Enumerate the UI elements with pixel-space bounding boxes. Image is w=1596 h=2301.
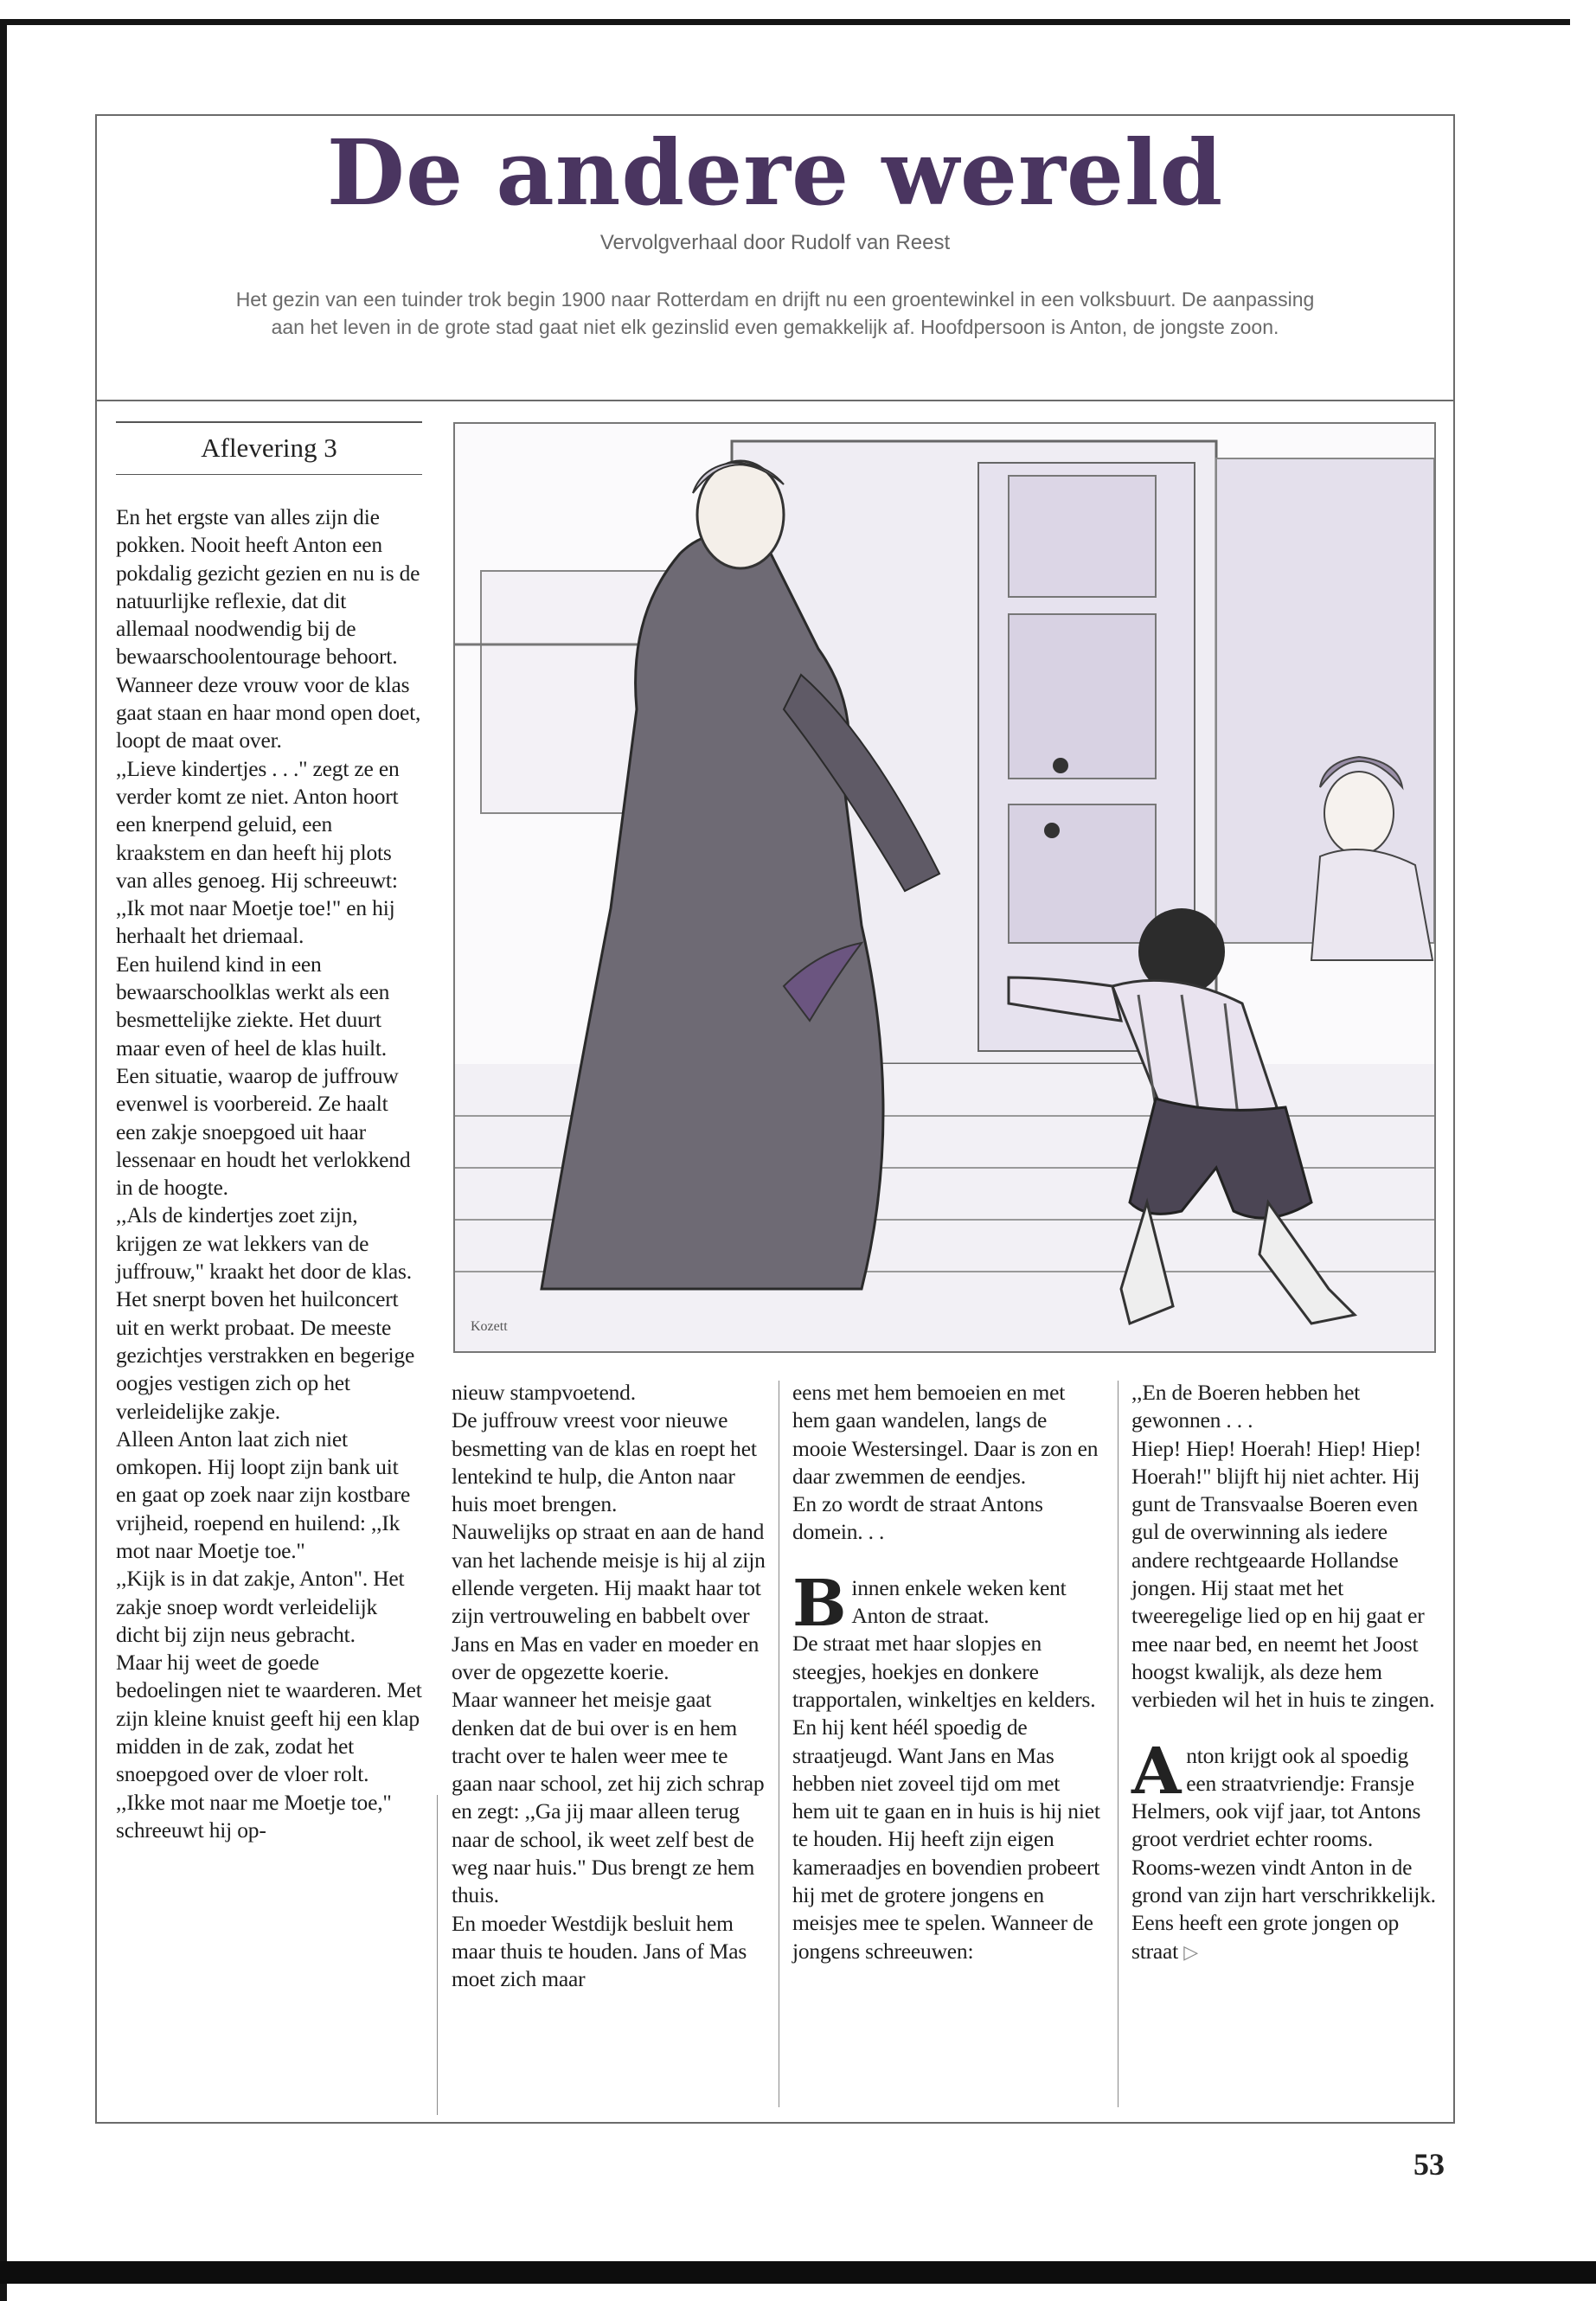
paragraph: Nauwelijks op straat en aan de hand van het lachende meisje is hij al zijn ellende vergeten. Hij maakt haar tot zijn vertrouweling en babbelt over Jans en Mas en vader en moeder en over de opgezette koerie. <box>452 1519 766 1684</box>
text-column-4 <box>1131 1379 1436 1966</box>
text-column-1 <box>116 503 422 1844</box>
text-column-3 <box>792 1379 1100 1965</box>
page-edge-left <box>0 19 7 2301</box>
page-number: 53 <box>1413 2147 1445 2182</box>
paragraph: En het ergste van alles zijn die pokken. Nooit heeft Anton een pokdalig gezicht gezien en nu is de natuurlijke reflexie, dat dit allemaal noodwendig bij de bewaarschoolentourage behoort. Wanneer deze vrouw voor de klas gaat staan en haar mond open doet, loopt de maat over. <box>116 504 421 753</box>
intro-text: Het gezin van een tuinder trok begin 1900 naar Rotterdam en drijft nu een groentewinkel in een volksbuurt. De aanpassing aan het leven in de grote stad gaat niet elk gezinslid even gemakkelijk af. Hoofdpersoon is Anton, de jongste zoon. <box>235 288 1315 338</box>
page-edge-bottom <box>0 2261 1596 2284</box>
dropcap-paragraph <box>792 1566 1100 1641</box>
dropcap-paragraph <box>1131 1734 1436 1966</box>
column-divider <box>437 1795 438 2115</box>
dropcap-paragraph-text: nton krijgt ook al spoedig een straatvriendje: Fransje Helmers, ook vijf jaar, tot Antons groot verdriet echter rooms. Rooms-wezen vindt Anton in de grond van zijn hart verschrikkelijk. Eens heeft een grote jongen op straat <box>1131 1742 1436 1964</box>
paragraph: En zo wordt de straat Antons domein. . . <box>792 1491 1043 1545</box>
paragraph: De straat met haar slopjes en steegjes, hoekjes en donkere trapportalen, winkeltjes en kelders. <box>792 1631 1096 1712</box>
paragraph: ,,En de Boeren hebben het gewonnen . . . <box>1131 1380 1361 1433</box>
text-column-2 <box>452 1379 766 1994</box>
paragraph: eens met hem bemoeien en met hem gaan wandelen, langs de mooie Westersingel. Daar is zon en daar zwemmen de eendjes. <box>792 1380 1099 1489</box>
paragraph: ,,Lieve kindertjes . . ." zegt ze en verder komt ze niet. Anton hoort een knerpend geluid, een kraakstem en dan heeft hij plots van alles genoeg. Hij schreeuwt: ,,Ik mot naar Moetje toe!" en hij herhaalt het driemaal. <box>116 755 400 949</box>
byline: Vervolgverhaal door Rudolf van Reest <box>599 231 951 254</box>
dropcap-paragraph-text: innen enkele weken kent Anton de straat. <box>851 1574 1067 1629</box>
episode-rule-top <box>116 421 422 423</box>
drop-cap: A <box>1131 1734 1182 1809</box>
header-divider <box>95 400 1455 401</box>
paragraph: En hij kent héél spoedig de straatjeugd. Want Jans en Mas hebben niet zoveel tijd om met hem uit te gaan en in huis is hij niet te houden. Hij heeft zijn eigen kameraadjes en bovendien probeert hij met de grotere jongens en meisjes mee te spelen. Wanneer de jongens schreeuwen: <box>792 1715 1100 1964</box>
story-illustration <box>453 422 1436 1353</box>
illustration-drawing <box>455 424 1434 1351</box>
page-edge-top <box>0 19 1570 25</box>
paragraph: ,,Als de kindertjes zoet zijn, krijgen ze wat lekkers van de juffrouw," kraakt het door de klas. Het snerpt boven het huilconcert uit en werkt probaat. De meeste gezichtjes verstrakken en begerige oogjes vestigen zich op het verleidelijke zakje. <box>116 1202 415 1424</box>
artist-signature: Kozett <box>471 1319 508 1334</box>
drop-cap: B <box>792 1566 847 1641</box>
paragraph: nieuw stampvoetend. <box>452 1380 636 1405</box>
episode-label: Aflevering 3 <box>201 433 337 463</box>
paragraph: Maar hij weet de goede bedoelingen niet te waarderen. Met zijn kleine knuist geeft hij een klap midden in de zak, zodat het snoepgoed over de vloer rolt. <box>116 1650 422 1787</box>
paragraph: Een huilend kind in een bewaarschoolklas werkt als een besmettelijke ziekte. Het duurt maar even of heel de klas huilt. Een situatie, waarop de juffrouw evenwel is voorbereid. Ze haalt een zakje snoepgoed uit haar lessenaar en houdt het verlokkend in de hoogte. <box>116 951 411 1201</box>
paragraph: Maar wanneer het meisje gaat denken dat de bui over is en hem tracht over te halen weer mee te gaan naar school, zet hij zich schrap en zegt: ,,Ga jij maar alleen terug naar de school, ik weet zelf best de weg naar huis." Dus brengt ze hem thuis. <box>452 1687 765 1908</box>
paragraph: ,,Kijk is in dat zakje, Anton". Het zakje snoep wordt verleidelijk dicht bij zijn neus gebracht. <box>116 1566 405 1647</box>
paragraph: Alleen Anton laat zich niet omkopen. Hij loopt zijn bank uit en gaat op zoek naar zijn kostbare vrijheid, roepend en huilend: ,,Ik mot naar Moetje toe." <box>116 1426 411 1563</box>
paragraph: En moeder Westdijk besluit hem maar thuis te houden. Jans of Mas moet zich maar <box>452 1910 747 1992</box>
page-title: De andere wereld <box>326 119 1224 226</box>
episode-rule-bottom <box>116 474 422 475</box>
paragraph: Hiep! Hiep! Hoerah! Hiep! Hiep! Hoerah!" blijft hij niet achter. Hij gunt de Transvaalse Boeren even gul de overwinning als iedere andere rechtgeaarde Hollandse jongen. Hij staat met het tweeregelige lied op en hij gaat er mee naar bed, en neemt het Joost hoogst kwalijk, als deze hem verbieden wil het in huis te zingen. <box>1131 1435 1435 1713</box>
paragraph: De juffrouw vreest voor nieuwe besmetting van de klas en roept het lentekind te hulp, die Anton naar huis moet brengen. <box>452 1407 757 1517</box>
paragraph: ,,Ikke mot naar me Moetje toe," schreeuwt hij op- <box>116 1789 392 1843</box>
continue-arrow-icon: ▷ <box>1183 1940 1198 1963</box>
